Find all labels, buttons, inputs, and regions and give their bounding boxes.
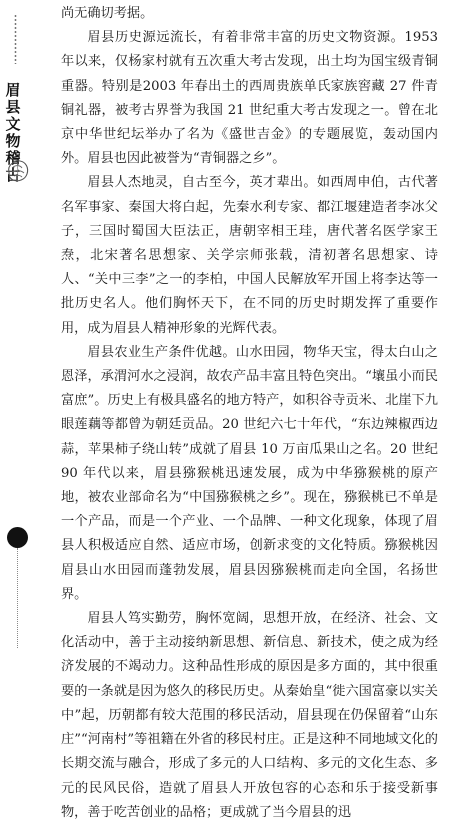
paragraph-agriculture: 眉县农业生产条件优越。山水田园，物华天宝，得太白山之恩泽，承渭河水之浸润，故农产品丰富且特色突出。“壤虽小而民富庶”。历史上有极具盛名的地方特产，如积谷寺贡米、北崖下九眼莲藕等都曾为朝廷贡品。20 世纪六七十年代，“东边辣椒西边蒜，苹果柿子绕山转”成就了眉县 10 万亩瓜果山之名。20 世纪 90 年代以来，眉县猕猴桃迅速发展，成为中华猕猴桃的原产地，被农业部命名为“中国猕猴桃之乡”。现在，猕猴桃已不单是一个产品，而是一个产业、一个品牌、一种文化现象，体现了眉县人积极适应自然、适应市场，创新求变的文化特质。猕猴桃因眉县山水田园而蓬勃发展，眉县因猕猴桃而走向全国，名扬世界。 [61,344,438,602]
page-marker-dot [7,527,28,548]
decorative-dots [14,14,17,64]
paragraph-famous-people: 眉县人杰地灵，自古至今，英才辈出。如西周申伯，古代著名军事家、秦国大将白起，先秦水利专家、都江堰建造者李冰父子，三国时蜀国大臣法正，唐朝宰相王珪，唐代著名医学家王焘，北宋著名思想家、关学宗师张载，清初著名思想家、诗人、“关中三李”之一的李柏，中国人民解放军开国上将李达等一批历史名人。他们胸怀天下，在不同的历史时期发挥了重要作用，成为眉县人精神形象的光辉代表。 [61,175,438,336]
paragraph-migration: 眉县人笃实勤劳，胸怀宽阔，思想开放，在经济、社会、文化活动中，善于主动接纳新思想、新信息、新技术，使之成为经济发展的不竭动力。这种品性形成的原因是多方面的，其中很重要的一条就是因为悠久的移民历史。从秦始皇“徙六国富豪以实关中”起，历朝都有较大范围的移民活动，眉县现在仍保留着“山东庄”“河南村”等祖籍在外省的移民村庄。正是这种不同地域文化的长期交流与融合，形成了多元的人口结构、多元的文化生态、多元的民风民俗，造就了眉县人开放包容的心态和乐于接受新事物，善于吃苦创业的品格；更成就了当今眉县的迅 [61,611,438,820]
running-title: 眉县文物稽古 [5,81,21,184]
margin-rail [0,0,44,656]
paragraph-continuation: 尚无确切考据。 [61,6,154,21]
seal-ornament-icon [6,158,30,184]
paragraph-history-relics: 眉县历史源远流长，有着非常丰富的历史文物资源。1953 年以来，仅杨家村就有五次重大考古发现，出土均为国宝级青铜重器。特别是2003 年春出土的西周贵族单氏家族窖藏 27 件青铜礼器，被考古界誉为我国 21 世纪重大考古发现之一。曾在北京中华世纪坛举办了名为《盛世吉金》的专题展览，轰动国内外。眉县也因此被誉为“青铜器之乡”。 [61,30,438,167]
body-text [61,2,438,825]
dotted-guide-line [17,548,18,648]
